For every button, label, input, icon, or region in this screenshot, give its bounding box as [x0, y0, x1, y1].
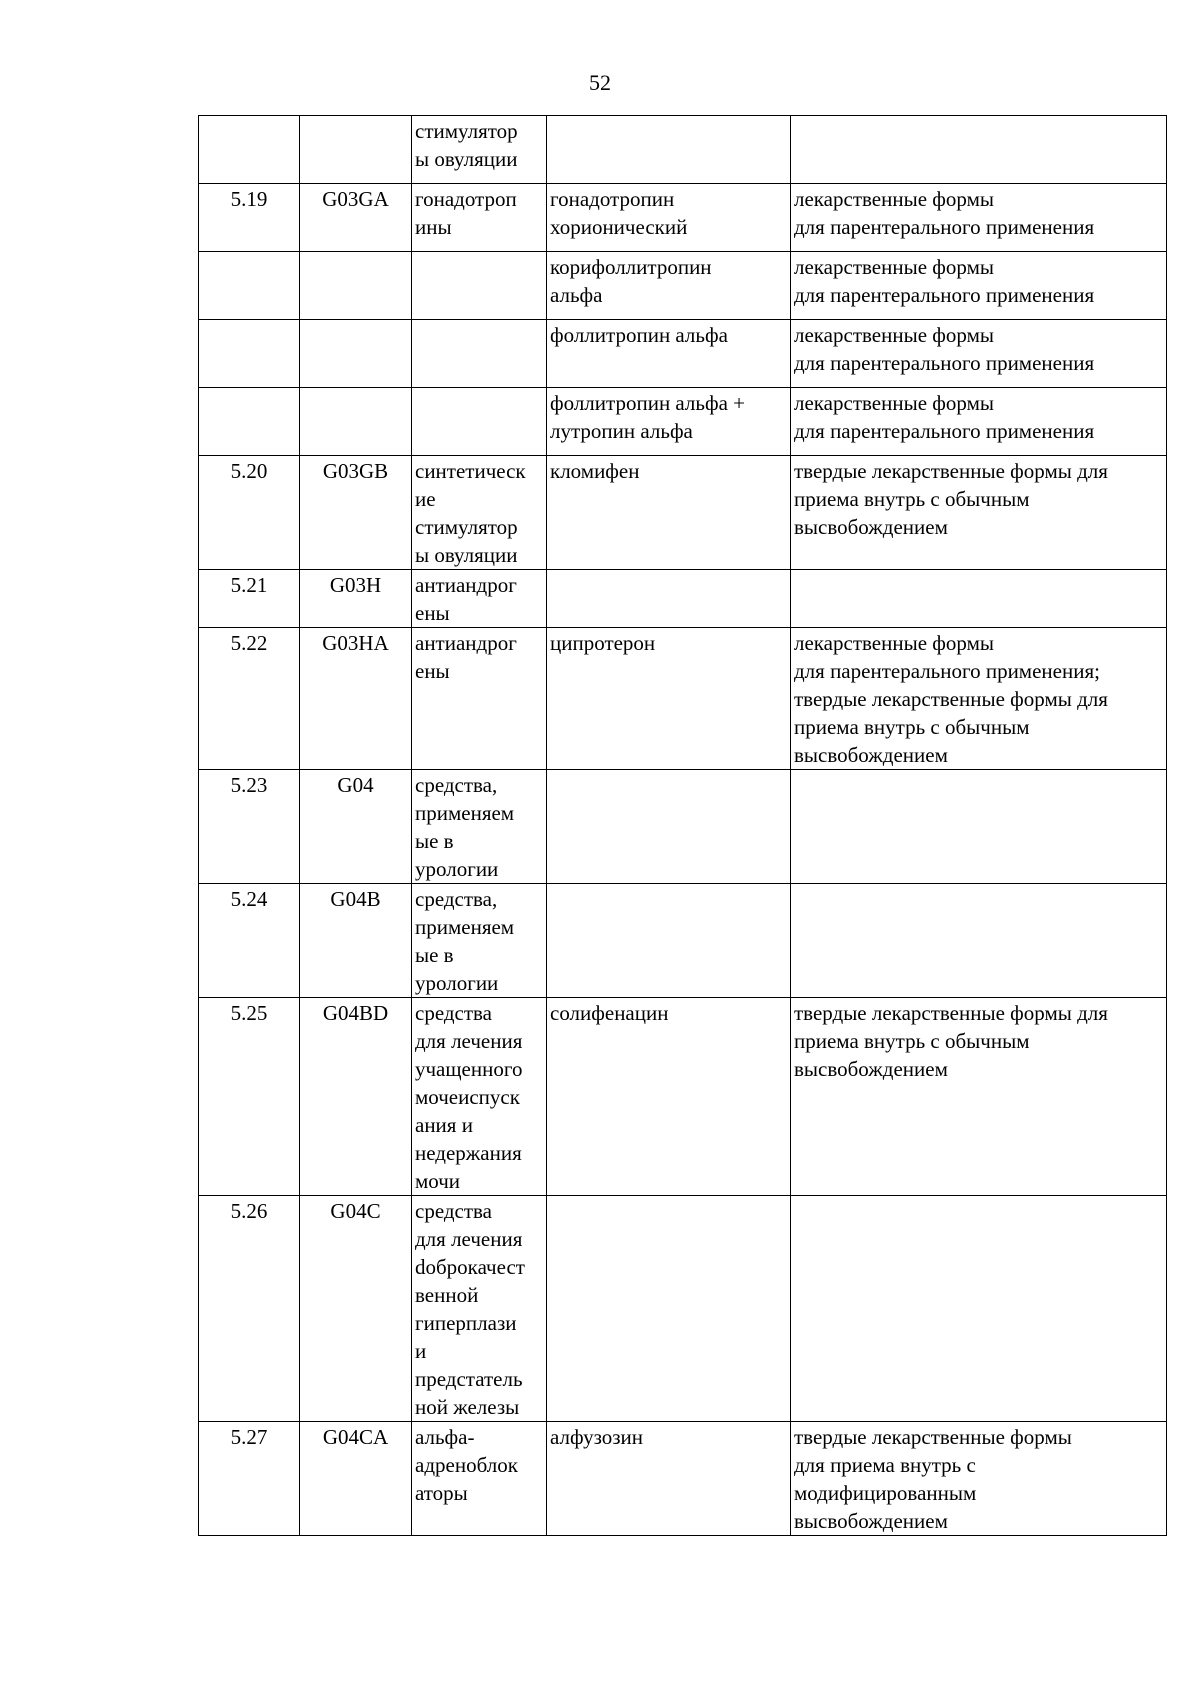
dosage-form: [791, 1196, 1167, 1422]
row-number: [199, 320, 300, 388]
atc-code: G04: [300, 770, 412, 884]
dosage-form: лекарственные формы для парентерального применения: [791, 388, 1167, 456]
substance-name: [547, 570, 791, 628]
atc-code: [300, 252, 412, 320]
row-number: [199, 116, 300, 184]
substance-name: [547, 884, 791, 998]
dosage-form: [791, 116, 1167, 184]
dosage-form: лекарственные формы для парентерального применения; твердые лекарственные формы для приема внутрь с обычным высвобождением: [791, 628, 1167, 770]
dosage-form: твердые лекарственные формы для приема внутрь с обычным высвобождением: [791, 456, 1167, 570]
dosage-form: лекарственные формы для парентерального применения: [791, 184, 1167, 252]
substance-name: [547, 1196, 791, 1422]
table-row: [199, 998, 1167, 1196]
drug-table-body: [199, 116, 1167, 1536]
row-number: 5.24: [199, 884, 300, 998]
atc-group: синтетическ ие стимулятор ы овуляции: [412, 456, 547, 570]
drug-table: [198, 115, 1167, 1536]
row-number: [199, 252, 300, 320]
table-row: [199, 770, 1167, 884]
atc-group: гонадотроп ины: [412, 184, 547, 252]
atc-code: [300, 116, 412, 184]
atc-group: антиандрог ены: [412, 628, 547, 770]
row-number: 5.21: [199, 570, 300, 628]
atc-group: средства для лечения учащенного мочеиспуск ания и недержания мочи: [412, 998, 547, 1196]
table-row: [199, 116, 1167, 184]
atc-code: G04BD: [300, 998, 412, 1196]
atc-group: стимулятор ы овуляции: [412, 116, 547, 184]
table-row: [199, 320, 1167, 388]
table-row: [199, 570, 1167, 628]
table-row: [199, 884, 1167, 998]
substance-name: фоллитропин альфа: [547, 320, 791, 388]
table-row: [199, 456, 1167, 570]
row-number: 5.27: [199, 1422, 300, 1536]
substance-name: [547, 116, 791, 184]
row-number: 5.22: [199, 628, 300, 770]
substance-name: алфузозин: [547, 1422, 791, 1536]
atc-code: G04C: [300, 1196, 412, 1422]
atc-code: G03GA: [300, 184, 412, 252]
row-number: 5.23: [199, 770, 300, 884]
table-row: [199, 184, 1167, 252]
row-number: 5.25: [199, 998, 300, 1196]
atc-group: средства, применяем ые в урологии: [412, 770, 547, 884]
atc-code: G03GB: [300, 456, 412, 570]
table-row: [199, 1422, 1167, 1536]
atc-group: [412, 388, 547, 456]
row-number: 5.20: [199, 456, 300, 570]
atc-group: средства, применяем ые в урологии: [412, 884, 547, 998]
atc-code: G04B: [300, 884, 412, 998]
row-number: 5.19: [199, 184, 300, 252]
substance-name: гонадотропин хорионический: [547, 184, 791, 252]
atc-code: [300, 320, 412, 388]
atc-group: [412, 320, 547, 388]
substance-name: кломифен: [547, 456, 791, 570]
atc-code: G04CA: [300, 1422, 412, 1536]
page-number: 52: [589, 70, 611, 95]
atc-code: G03H: [300, 570, 412, 628]
table-row: [199, 252, 1167, 320]
dosage-form: твердые лекарственные формы для приема внутрь с обычным высвобождением: [791, 998, 1167, 1196]
dosage-form: [791, 570, 1167, 628]
dosage-form: лекарственные формы для парентерального применения: [791, 252, 1167, 320]
row-number: [199, 388, 300, 456]
dosage-form: [791, 884, 1167, 998]
atc-group: антиандрог ены: [412, 570, 547, 628]
atc-group: [412, 252, 547, 320]
substance-name: ципротерон: [547, 628, 791, 770]
dosage-form: твердые лекарственные формы для приема внутрь с модифицированным высвобождением: [791, 1422, 1167, 1536]
substance-name: фоллитропин альфа + лутропин альфа: [547, 388, 791, 456]
substance-name: солифенацин: [547, 998, 791, 1196]
atc-group: альфа- адреноблок аторы: [412, 1422, 547, 1536]
dosage-form: лекарственные формы для парентерального применения: [791, 320, 1167, 388]
substance-name: корифоллитропин альфа: [547, 252, 791, 320]
atc-code: G03HA: [300, 628, 412, 770]
table-row: [199, 1196, 1167, 1422]
atc-group: средства для лечения dоброкачест венной гиперплази и предстатель ной железы: [412, 1196, 547, 1422]
table-row: [199, 388, 1167, 456]
atc-code: [300, 388, 412, 456]
table-row: [199, 628, 1167, 770]
dosage-form: [791, 770, 1167, 884]
substance-name: [547, 770, 791, 884]
row-number: 5.26: [199, 1196, 300, 1422]
